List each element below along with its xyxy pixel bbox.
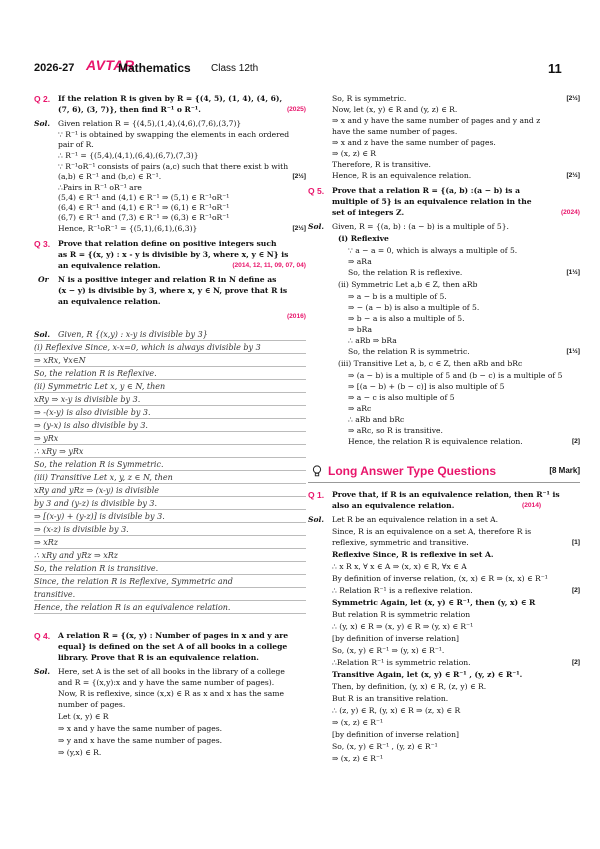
ruled-line: [34, 574, 306, 575]
ruled-line: [34, 457, 306, 458]
solution-line: ⇒ − (a − b) is also a multiple of 5.: [348, 303, 480, 312]
ruled-line: [34, 548, 306, 549]
marks-tag: [2]: [571, 587, 580, 594]
handwritten-line: (ii) Symmetric Let x, y ∈ N, then: [34, 382, 166, 391]
solution-line: and R = {(x,y):x and y have the same number of pages).: [58, 678, 275, 687]
solution-line: Given, R = {(a, b) : (a − b) is a multiple of 5}.: [332, 222, 509, 231]
solution-label: Sol.: [34, 119, 51, 128]
solution-line: Symmetric Again, let (x, y) ∈ R⁻¹, then (y, x) ∈ R: [332, 598, 536, 607]
section-title: Long Answer Type Questions: [328, 464, 497, 478]
handwritten-line: xRy and yRz ⇒ (x-y) is divisible: [34, 486, 160, 495]
solution-line: ∵ a − a = 0, which is always a multiple of 5.: [348, 246, 518, 255]
handwritten-line: Hence, the relation R is an equivalence relation.: [34, 603, 231, 612]
solution-line: Hence, the relation R is equivalence relation.: [348, 437, 523, 446]
solution-line: ⇒ bRa: [348, 325, 373, 334]
solution-line: Hence, R is an equivalence relation.: [332, 171, 472, 180]
ruled-line: [34, 600, 306, 601]
solution-line: (ii) Symmetric Let a,b ∈ Z, then aRb: [338, 280, 478, 289]
solution-line: Here, set A is the set of all books in the library of a college: [58, 667, 285, 676]
solution-line: ⇒ b − a is also a multiple of 5.: [348, 314, 465, 323]
ruled-line: [34, 379, 306, 380]
handwritten-line: by 3 and (y-z) is divisible by 3.: [34, 499, 158, 508]
solution-line: ∴ aRb and bRc: [348, 415, 405, 424]
solution-line: (6,7) ∈ R⁻¹ and (7,3) ∈ R⁻¹ ⇒ (6,3) ∈ R⁻¹oR⁻¹: [58, 213, 230, 222]
handwritten-line: ∴ xRy and yRz ⇒ xRz: [34, 551, 118, 560]
solution-line: So, the relation R is symmetric.: [348, 347, 470, 356]
header-subject: Mathematics: [118, 61, 191, 75]
question-text: as R = {(x, y) : x - y is divisible by 3, where x, y ∈ N} is: [58, 250, 289, 259]
solution-line: ⇒ aRc, so R is transitive.: [348, 426, 443, 435]
solution-line: ∴ aRb ⇒ bRa: [348, 336, 397, 345]
ruled-line: [34, 431, 306, 432]
solution-line: Let (x, y) ∈ R: [58, 712, 109, 721]
solution-line: ∴ Relation R⁻¹ is a reflexive relation.: [332, 586, 473, 595]
question-text: If the relation R is given by R = {(4, 5), (1, 4), (4, 6),: [58, 94, 283, 103]
handwritten-line: ⇒ (x-z) is divisible by 3.: [34, 525, 129, 534]
question-text: also an equivalence relation.: [332, 501, 455, 510]
solution-line: ∴ (z, y) ∈ R, (y, x) ∈ R ⇒ (z, x) ∈ R: [332, 706, 461, 715]
solution-line: ⇒ (a − b) is a multiple of 5 and (b − c) is a multiple of 5: [348, 371, 563, 380]
solution-line: ⇒ [(a − b) + (b − c)] is also multiple of 5: [348, 382, 505, 391]
solution-line: ∴ x R x, ∀ x ∈ A ⇒ (x, x) ∈ R, ∀x ∈ A: [332, 562, 467, 571]
handwritten-line: So, the relation R is transitive.: [34, 564, 159, 573]
solution-line: ∴ R⁻¹ = {(5,4),(4,1),(6,4),(6,7),(7,3)}: [58, 151, 199, 160]
question-text: equal} is defined on the set A of all books in a college: [58, 642, 288, 651]
handwritten-line: ∴ xRy ⇒ yRx: [34, 447, 84, 456]
solution-line: (a,b) ∈ R⁻¹ and (b,c) ∈ R⁻¹.: [58, 172, 162, 181]
handwritten-line: ⇒ yRx: [34, 434, 59, 443]
ruled-line: [34, 366, 306, 367]
brand-logo: AVTAR: [86, 57, 135, 73]
solution-line: Since, R is an equivalence on a set A, therefore R is: [332, 527, 532, 536]
question-text: an equivalence relation.: [58, 297, 161, 306]
handwritten-line: ⇒ [(x-y) + (y-z)] is divisible by 3.: [34, 512, 165, 521]
solution-line: ⇒ a − b is a multiple of 5.: [348, 292, 447, 301]
section-marks: [8 Mark]: [549, 466, 580, 475]
ruled-line: [34, 353, 306, 354]
marks-tag: [2]: [571, 659, 580, 666]
question-text: library. Prove that R is an equivalence relation.: [58, 653, 259, 662]
handwritten-line: So, the relation R is Symmetric.: [34, 460, 164, 469]
solution-line: ⇒ (x, z) ∈ R⁻¹: [332, 754, 384, 763]
solution-line: (iii) Transitive Let a, b, c ∈ Z, then aRb and bRc: [338, 359, 523, 368]
year-tag: (2025): [286, 106, 306, 113]
question-text: (7, 6), (3, 7)}, then find R⁻¹ o R⁻¹.: [58, 105, 201, 114]
question-text: (x − y) is divisible by 3, where x, y ∈ N, prove that R is: [58, 286, 288, 295]
ruled-line: [34, 392, 306, 393]
year-tag: (2016): [286, 313, 306, 320]
marks-tag: [2½]: [566, 95, 580, 102]
question-text: A relation R = {(x, y) : Number of pages in x and y are: [58, 631, 289, 640]
page-header: [0, 57, 600, 82]
marks-tag: [1½]: [566, 348, 580, 355]
question-text: N is a positive integer and relation R in N define as: [58, 275, 277, 284]
solution-line: ∵ R⁻¹ is obtained by swapping the elements in each ordered: [58, 130, 290, 139]
solution-line: reflexive, symmetric and transitive.: [332, 538, 469, 547]
question-text: multiple of 5} is an equivalence relation in the: [332, 197, 532, 206]
ruled-line: [34, 509, 306, 510]
solution-line: ⇒ aRc: [348, 404, 372, 413]
marks-tag: [2½]: [292, 173, 306, 180]
ruled-line: [34, 340, 306, 341]
header-year: 2026-27: [34, 62, 75, 74]
solution-line: Transitive Again, let (x, y) ∈ R⁻¹ , (y, z) ∈ R⁻¹.: [332, 670, 523, 679]
handwritten-line: Since, the relation R is Reflexive, Symmetric and: [34, 577, 233, 586]
section-header: [308, 464, 580, 482]
or-label: Or: [38, 275, 49, 284]
solution-line: ⇒ (x, z) ∈ R⁻¹: [332, 718, 384, 727]
question-text: an equivalence relation.: [58, 261, 161, 270]
ruled-line: [34, 483, 306, 484]
solution-line: Then, by definition, (y, x) ∈ R, (z, y) ∈ R.: [332, 682, 487, 691]
solution-label: Sol.: [308, 222, 325, 231]
solution-line: have the same number of pages.: [332, 127, 458, 136]
solution-line: (6,4) ∈ R⁻¹ and (4,1) ∈ R⁻¹ ⇒ (6,1) ∈ R⁻¹oR⁻¹: [58, 203, 230, 212]
handwritten-line: xRy ⇒ x-y is divisible by 3.: [34, 395, 141, 404]
question-number: Q 2.: [34, 94, 51, 104]
marks-tag: [2]: [571, 438, 580, 445]
solution-line: ⇒ x and y have the same number of pages and y and z: [332, 116, 541, 125]
solution-line: ⇒ y and x have the same number of pages.: [58, 736, 223, 745]
header-class: Class 12th: [211, 63, 259, 74]
solution-line: number of pages.: [58, 700, 126, 709]
solution-line: So, the relation R is reflexive.: [348, 268, 463, 277]
solution-line: ⇒ a − c is also multiple of 5: [348, 393, 455, 402]
lightbulb-icon: [312, 465, 322, 477]
solution-line: ⇒ x and z have the same number of pages.: [332, 138, 496, 147]
solution-line: But relation R is symmetric relation: [332, 610, 471, 619]
solution-line: pair of R.: [58, 140, 94, 149]
solution-line: So, (x, y) ∈ R⁻¹ ⇒ (y, x) ∈ R⁻¹.: [332, 646, 445, 655]
handwritten-line: (iii) Transitive Let x, y, z ∈ N, then: [34, 473, 173, 482]
ruled-line: [34, 405, 306, 406]
solution-line: ⇒ (x, z) ∈ R: [332, 149, 376, 158]
question-number: Q 5.: [308, 186, 325, 196]
year-tag: (2014, 12, 11, 09, 07, 04): [232, 262, 306, 269]
handwritten-line: ⇒ (y-x) is also divisible by 3.: [34, 421, 148, 430]
solution-line: Now, R is reflexive, since (x,x) ∈ R as x and x has the same: [58, 689, 285, 698]
page-number: 11: [548, 61, 562, 76]
marks-tag: [1]: [571, 539, 580, 546]
question-text: Prove that a relation R = {(a, b) :(a − b) is a: [332, 186, 521, 195]
solution-line: (i) Reflexive: [338, 234, 389, 243]
handwritten-line: (i) Reflexive Since, x-x=0, which is always divisible by 3: [34, 343, 261, 352]
handwritten-line: ⇒ -(x-y) is also divisible by 3.: [34, 408, 151, 417]
ruled-line: [34, 496, 306, 497]
solution-line: ⇒ x and y have the same number of pages.: [58, 724, 223, 733]
question-number: Q 3.: [34, 239, 51, 249]
handwritten-line: ⇒ xRx, ∀x∈N: [34, 356, 86, 365]
solution-line: So, R is symmetric.: [332, 94, 407, 103]
solution-line: Therefore, R is transitive.: [332, 160, 431, 169]
year-tag: (2014): [522, 502, 542, 509]
ruled-line: [34, 470, 306, 471]
year-tag: (2024): [560, 209, 580, 216]
handwritten-solution: [34, 328, 306, 618]
solution-line: ∴Pairs in R⁻¹ oR⁻¹ are: [58, 183, 142, 192]
solution-line: [by definition of inverse relation]: [332, 634, 459, 643]
solution-line: ∴ (y, x) ∈ R ⇒ (x, y) ∈ R ⇒ (y, x) ∈ R⁻¹: [332, 622, 474, 631]
ruled-line: [34, 587, 306, 588]
solution-line: ∵ R⁻¹oR⁻¹ consists of pairs (a,c) such that there exist b with: [58, 162, 289, 171]
solution-line: (5,4) ∈ R⁻¹ and (4,1) ∈ R⁻¹ ⇒ (5,1) ∈ R⁻¹oR⁻¹: [58, 193, 230, 202]
marks-tag: [2½]: [566, 172, 580, 179]
solution-line: ∴Relation R⁻¹ is symmetric relation.: [332, 658, 471, 667]
handwritten-line: ⇒ xRz: [34, 538, 58, 547]
solution-label: Sol.: [308, 515, 325, 524]
solution-label: Sol.: [34, 330, 51, 339]
ruled-line: [34, 613, 306, 614]
solution-line: Let R be an equivalence relation in a set A.: [332, 515, 499, 524]
question-number: Q 1.: [308, 490, 325, 500]
solution-line: Reflexive Since, R is reflexive in set A.: [332, 550, 494, 559]
solution-line: But R is an transitive relation.: [332, 694, 449, 703]
solution-line: ⇒ (y,x) ∈ R.: [58, 748, 102, 757]
marks-tag: [1½]: [566, 269, 580, 276]
ruled-line: [34, 418, 306, 419]
ruled-line: [34, 561, 306, 562]
solution-label: Sol.: [34, 667, 51, 676]
solution-line: By definition of inverse relation, (x, x) ∈ R ⇒ (x, x) ∈ R⁻¹: [332, 574, 548, 583]
solution-line: [by definition of inverse relation]: [332, 730, 459, 739]
question-number: Q 4.: [34, 631, 51, 641]
question-text: Prove that relation define on positive integers such: [58, 239, 277, 248]
marks-tag: [2½]: [292, 225, 306, 232]
solution-line: Now, let (x, y) ∈ R and (y, z) ∈ R.: [332, 105, 458, 114]
ruled-line: [34, 522, 306, 523]
solution-line: So, (x, y) ∈ R⁻¹ , (y, z) ∈ R⁻¹: [332, 742, 438, 751]
ruled-line: [34, 535, 306, 536]
handwritten-line: So, the relation R is Reflexive.: [34, 369, 157, 378]
solution-line: ⇒ aRa: [348, 257, 372, 266]
ruled-line: [34, 444, 306, 445]
solution-line: Hence, R⁻¹oR⁻¹ = {(5,1),(6,1),(6,3)}: [58, 224, 198, 233]
handwritten-line: transitive.: [34, 590, 76, 599]
section-divider: [308, 482, 580, 483]
question-text: set of integers Z.: [332, 208, 405, 217]
solution-line: Given relation R = {(4,5),(1,4),(4,6),(7,6),(3,7)}: [58, 119, 242, 128]
question-text: Prove that, if R is an equivalence relation, then R⁻¹ is: [332, 490, 560, 499]
handwritten-line: Given, R {(x,y) : x-y is divisible by 3}: [58, 330, 208, 339]
